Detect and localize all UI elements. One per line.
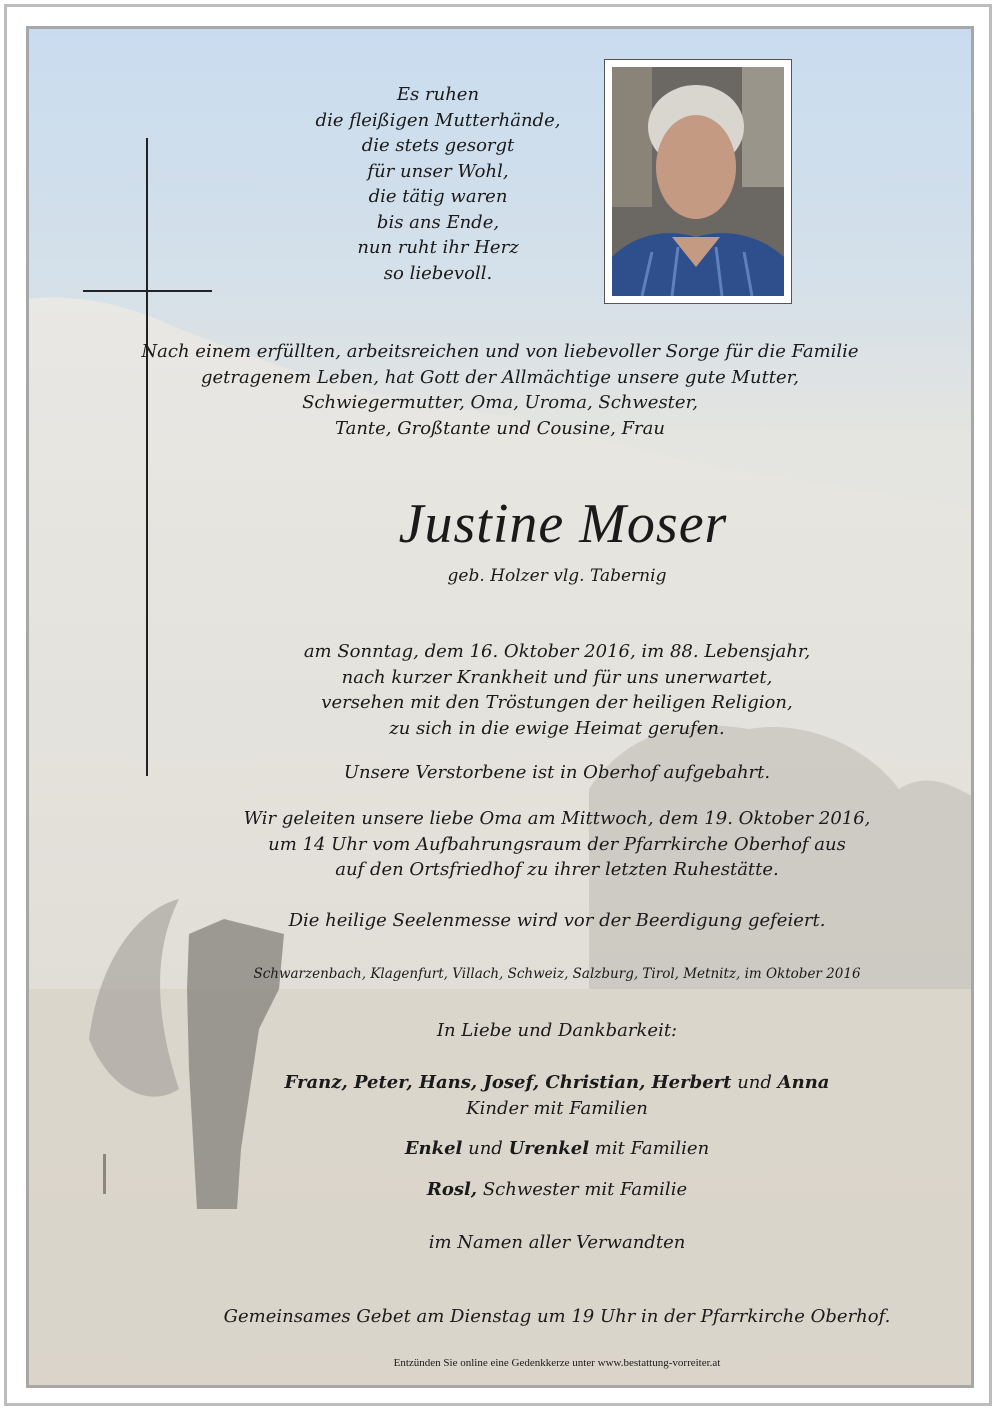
death-line: versehen mit den Tröstungen der heiligen Religion, [321,692,793,713]
poem [300,82,576,286]
poem-line: nun ruht ihr Herz [357,237,519,258]
funeral-paragraph [57,806,1000,883]
footer-link-text: Entzünden Sie online eine Gedenkkerze unter www.bestattung-vorreiter.at [393,1357,721,1369]
prayer-notice: Gemeinsames Gebet am Dienstag um 19 Uhr in der Pfarrkirche Oberhof. [223,1306,891,1327]
cross-horizontal-bar [83,290,212,292]
death-line: am Sonntag, dem 16. Oktober 2016, im 88. Lebensjahr, [303,641,811,662]
relatives-line: im Namen aller Verwandten [428,1232,686,1253]
intro-line: getragenem Leben, hat Gott der Allmächtige unsere gute Mutter, [200,366,800,388]
intro-paragraph [57,339,943,441]
poem-line: die stets gesorgt [361,135,515,156]
grandchildren-line [57,1138,1000,1159]
sister-name: Rosl, [426,1179,478,1200]
children-names-line [57,1070,1000,1096]
funeral-line: Wir geleiten unsere liebe Oma am Mittwoch, dem 19. Oktober 2016, [243,808,871,829]
death-line: zu sich in die ewige Heimat gerufen. [389,717,725,739]
children-block [57,1070,1000,1121]
poem-line: so liebevoll. [383,262,493,284]
portrait-photo [612,67,784,296]
intro-line: Nach einem erfüllten, arbeitsreichen und von liebevoller Sorge für die Familie [141,341,859,362]
funeral-line: um 14 Uhr vom Aufbahrungsraum der Pfarrkirche Oberhof aus [268,833,846,855]
grandchildren-rest: mit Familien [594,1138,710,1159]
portrait-frame [604,59,792,304]
poem-line: die tätig waren [368,186,508,207]
gratitude-heading: In Liebe und Dankbarkeit: [436,1020,678,1041]
poem-line: Es ruhen [396,84,480,105]
poem-line: für unser Wohl, [367,160,509,182]
death-line: nach kurzer Krankheit und für uns unerwartet, [341,666,773,688]
grandchildren-second: Urenkel [508,1138,590,1159]
sister-line [57,1179,1000,1200]
deceased-name: Justine Moser [398,493,728,555]
poem-line: bis ans Ende, [376,211,500,233]
children-last: Anna [777,1072,830,1093]
intro-line: Tante, Großtante und Cousine, Frau [334,417,665,439]
grandchildren-first: Enkel [404,1138,463,1159]
poem-line: die fleißigen Mutterhände, [315,109,561,131]
portrait-image [612,67,784,296]
places-line: Schwarzenbach, Klagenfurt, Villach, Schweiz, Salzburg, Tirol, Metnitz, im Oktober 2016 [253,966,861,982]
children-names: Franz, Peter, Hans, Josef, Christian, Herbert [284,1072,732,1093]
children-caption: Kinder mit Familien [466,1097,648,1119]
mass-notice: Die heilige Seelenmesse wird vor der Beerdigung gefeiert. [288,910,826,931]
laid-out-notice: Unsere Verstorbene ist in Oberhof aufgebahrt. [343,762,771,783]
grandchildren-and: und [468,1138,503,1159]
sister-rest: Schwester mit Familie [482,1179,688,1200]
death-paragraph [57,639,1000,741]
children-and: und [737,1072,772,1093]
funeral-line: auf den Ortsfriedhof zu ihrer letzten Ruhestätte. [335,859,779,880]
intro-line: Schwiegermutter, Oma, Uroma, Schwester, [302,392,698,413]
maiden-name: geb. Holzer vlg. Tabernig [447,566,667,586]
